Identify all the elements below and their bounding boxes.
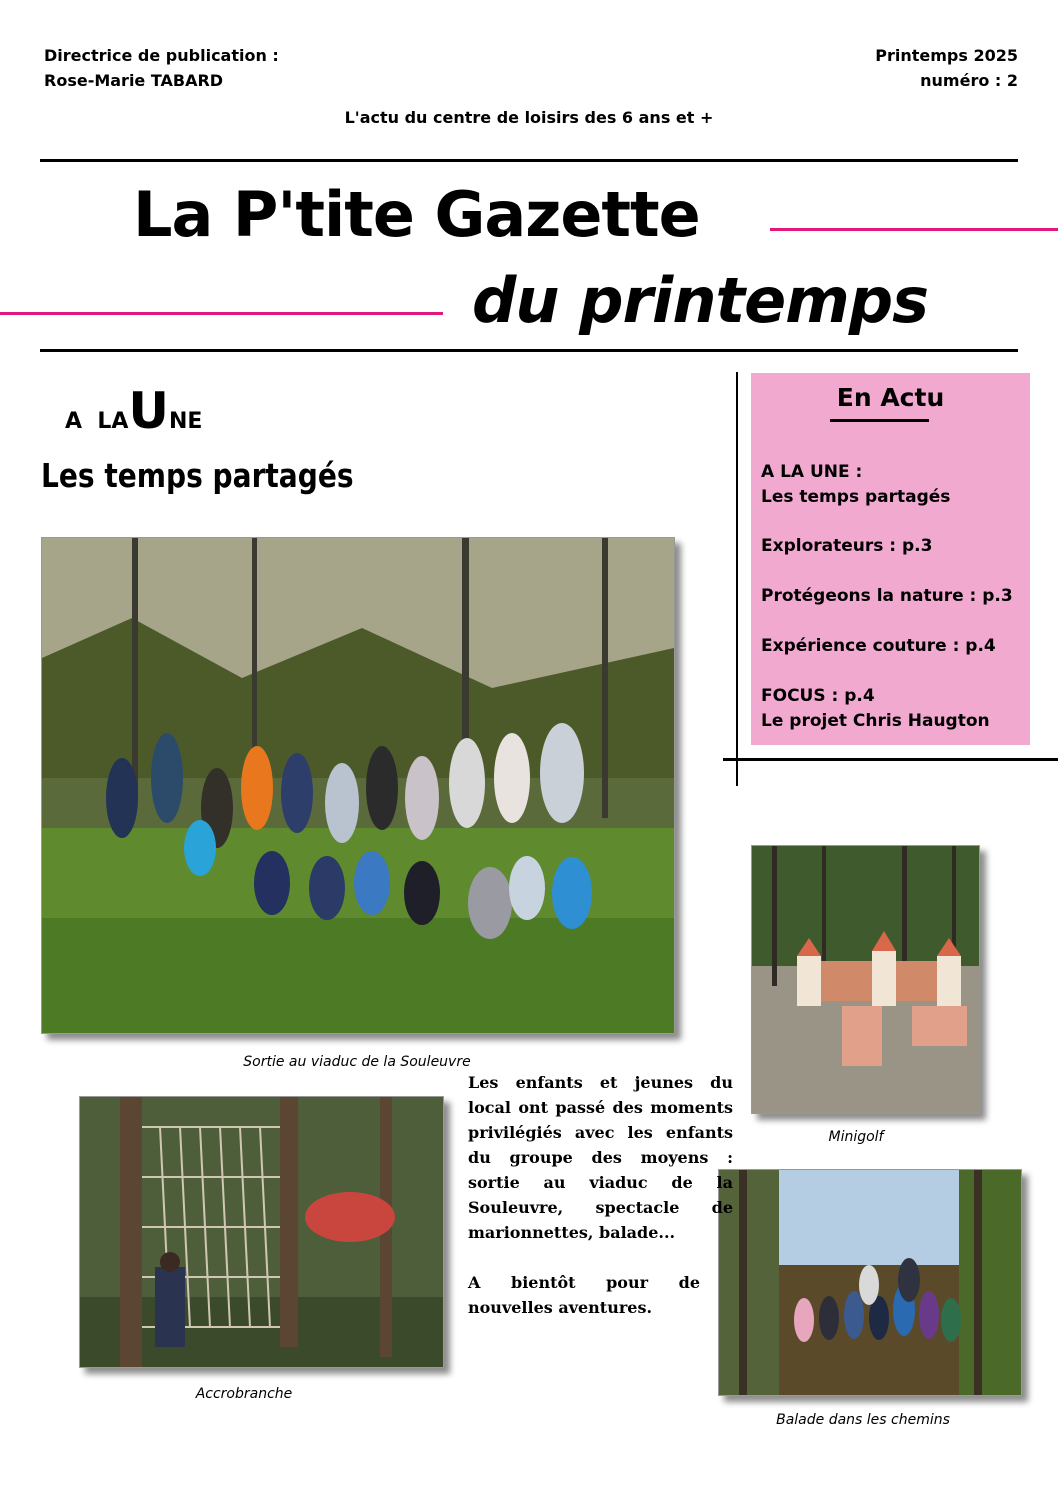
caption-accrobranche: Accrobranche (195, 1386, 293, 1402)
sidebar-item-nature: Protégeons la nature : p.3 (761, 586, 1013, 606)
sidebar-item-une-title: Les temps partagés (761, 487, 951, 507)
photo-accrobranche (79, 1096, 444, 1368)
kicker-a: A (65, 409, 83, 434)
publisher-name: Rose-Marie TABARD (44, 71, 224, 90)
front-headline: Les temps partagés (41, 456, 354, 495)
front-kicker (65, 382, 202, 440)
photo-balade (718, 1169, 1022, 1396)
masthead-subtitle: du printemps (472, 264, 929, 337)
article-body (468, 1070, 733, 1320)
sidebar-horizontal-rule (723, 758, 1058, 761)
article-paragraph-2: A bientôt pour de nouvelles aventures. (468, 1273, 700, 1317)
article-paragraph-1: Les enfants et jeunes du local ont passé des moments privilégiés avec les enfants du groupe des moyens : sortie au viaduc de la Souleuvre, spectacle de marionnettes, balade... (468, 1073, 733, 1242)
sidebar-en-actu (751, 373, 1030, 745)
sidebar-vertical-rule (736, 372, 738, 786)
sidebar-title: En Actu (836, 383, 945, 412)
issue-number: numéro : 2 (920, 71, 1018, 90)
sidebar-item-chris-haugton: Le projet Chris Haugton (761, 711, 990, 731)
kicker-ne: NE (169, 409, 203, 434)
bottom-rule (40, 349, 1018, 352)
issue-season: Printemps 2025 (875, 46, 1018, 65)
sidebar-item-une-label: A LA UNE : (761, 462, 863, 482)
photo-minigolf (751, 845, 980, 1114)
sidebar-title-underline (830, 419, 929, 422)
pink-rule-left (0, 312, 443, 315)
caption-balade: Balade dans les chemins (776, 1412, 950, 1428)
sidebar-item-explorateurs: Explorateurs : p.3 (761, 536, 933, 556)
publisher-label: Directrice de publication : (44, 46, 279, 65)
kicker-la: LA (97, 409, 129, 434)
top-rule (40, 159, 1018, 162)
caption-viaduc: Sortie au viaduc de la Souleuvre (243, 1054, 471, 1070)
masthead-title: La P'tite Gazette (133, 178, 700, 251)
kicker-u: U (128, 382, 170, 440)
photo-viaduc (41, 537, 675, 1034)
sidebar-item-focus: FOCUS : p.4 (761, 686, 875, 706)
pink-rule-right (770, 228, 1058, 231)
tagline: L'actu du centre de loisirs des 6 ans et + (344, 108, 714, 127)
sidebar-item-couture: Expérience couture : p.4 (761, 636, 996, 656)
caption-minigolf: Minigolf (828, 1129, 884, 1145)
